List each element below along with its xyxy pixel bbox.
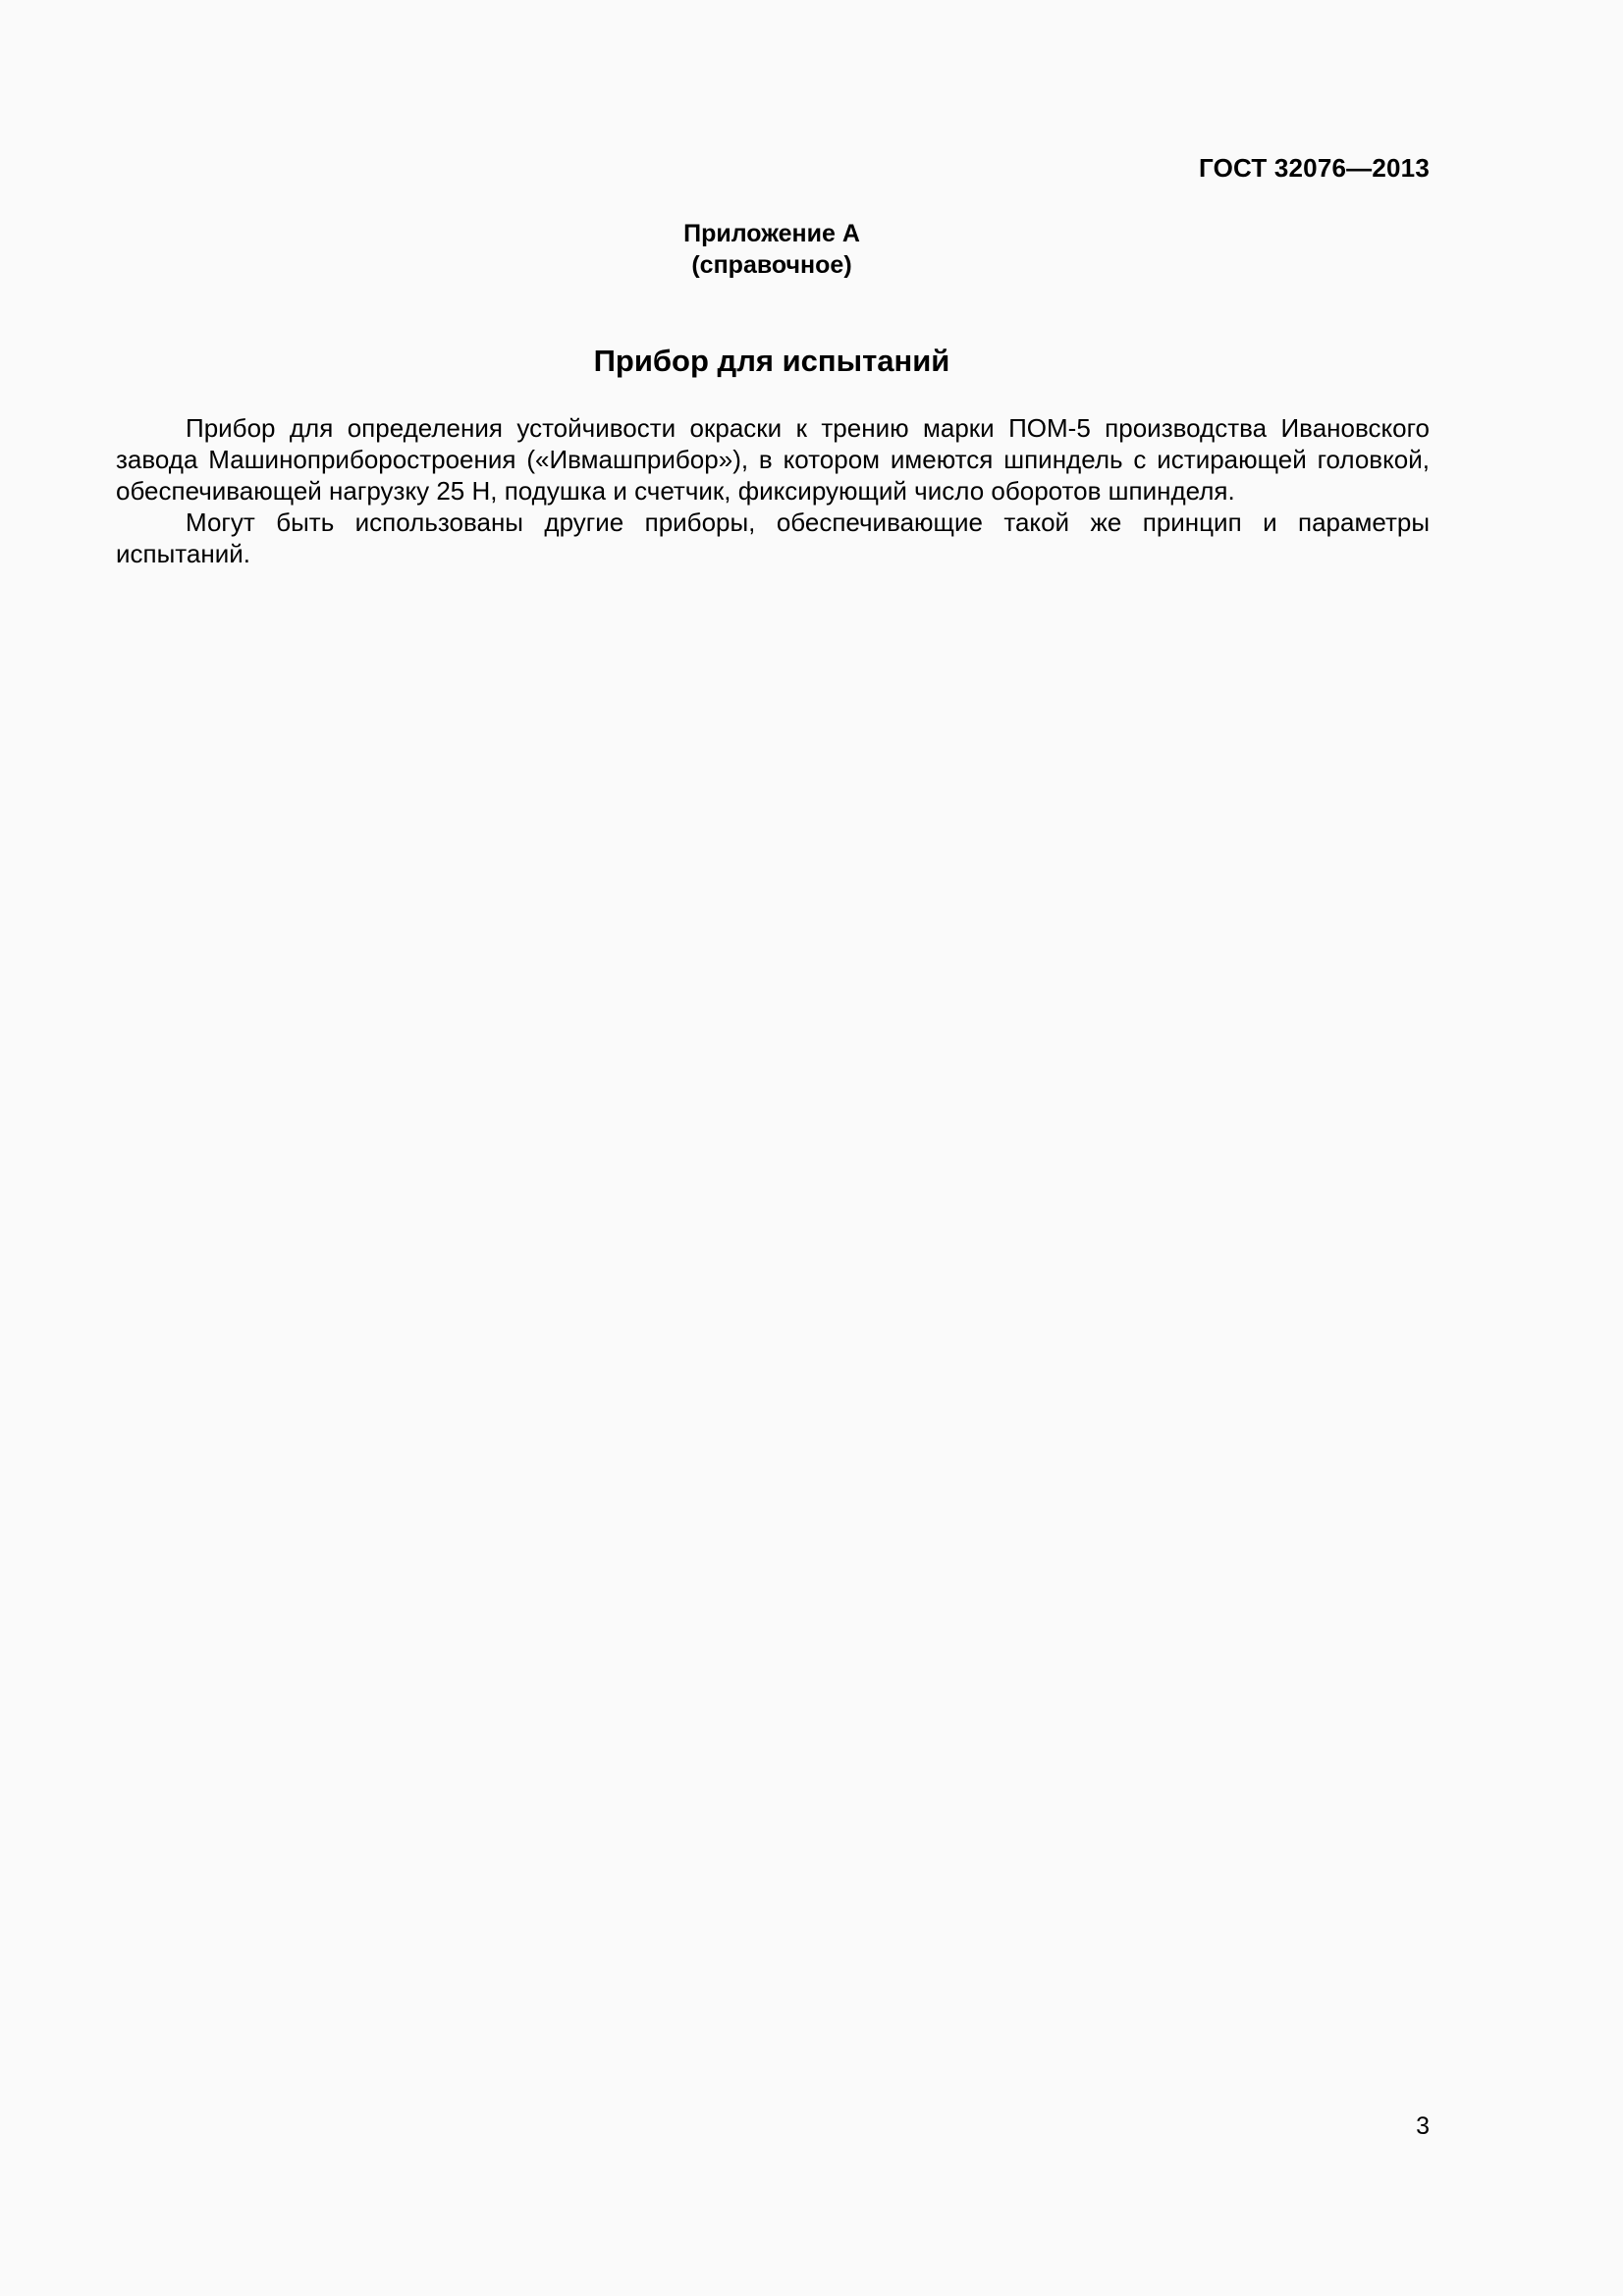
paragraph: Могут быть использованы другие приборы, обеспечивающие такой же принцип и параметры испытаний.	[116, 507, 1430, 568]
section-title: Прибор для испытаний	[593, 344, 950, 378]
body-text	[116, 412, 1430, 569]
paragraph: Прибор для определения устойчивости окраски к трению марки ПОМ-5 производства Ивановского завода Машиноприборостроения («Ивмашприбор»), в котором имеются шпиндель с истирающей головкой, обеспечивающей нагрузку 25 Н, подушка и счетчик, фиксирующий число оборотов шпинделя.	[116, 413, 1430, 506]
appendix-heading	[0, 218, 1543, 281]
page-number: 3	[1416, 2112, 1430, 2140]
appendix-status: (справочное)	[691, 251, 852, 279]
appendix-title: Приложение А	[683, 220, 860, 247]
document-code: ГОСТ 32076—2013	[1199, 153, 1430, 183]
